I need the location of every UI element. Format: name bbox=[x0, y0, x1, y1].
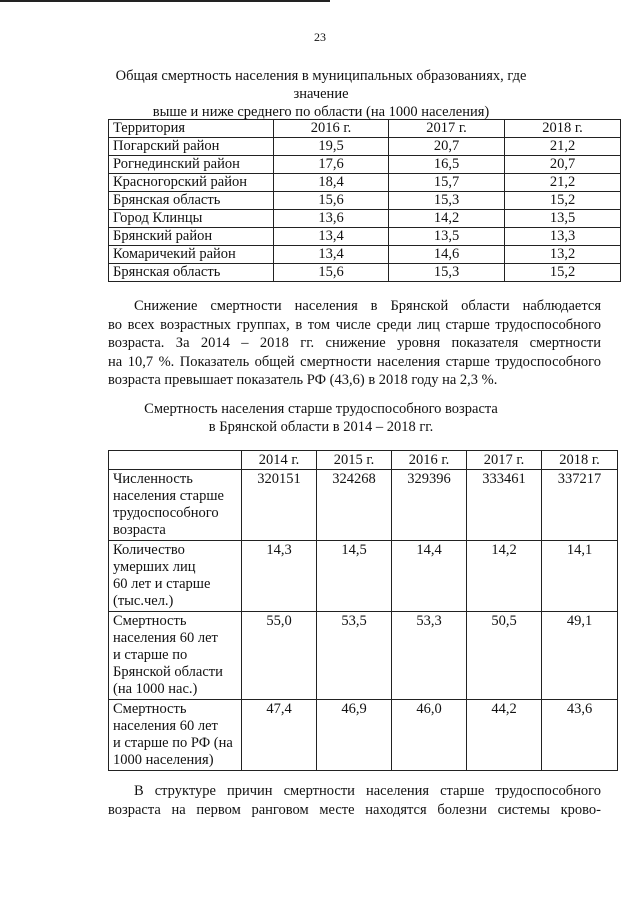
row-label-line: 1000 населения) bbox=[113, 752, 214, 768]
row-label-line: Численность bbox=[113, 471, 193, 487]
value-cell: 20,7 bbox=[505, 156, 621, 174]
value-cell: 14,2 bbox=[467, 541, 542, 612]
value-cell: 53,5 bbox=[317, 612, 392, 700]
paragraph-line: Снижение смертности населения в Брянской области наблюдается bbox=[134, 298, 601, 314]
value-cell: 21,2 bbox=[505, 138, 621, 156]
territory-cell: Брянский район bbox=[109, 228, 274, 246]
header-2017: 2017 г. bbox=[389, 120, 505, 138]
row-label-line: населения старше bbox=[113, 488, 224, 504]
value-cell: 15,2 bbox=[505, 264, 621, 282]
header-2018: 2018 г. bbox=[505, 120, 621, 138]
value-cell: 320151 bbox=[242, 470, 317, 541]
table-row bbox=[109, 156, 621, 174]
value-cell: 14,1 bbox=[542, 541, 618, 612]
row-label bbox=[109, 541, 242, 612]
table2-title bbox=[95, 400, 547, 436]
value-cell: 44,2 bbox=[467, 700, 542, 771]
row-label bbox=[109, 470, 242, 541]
row-label-line: 60 лет и старше bbox=[113, 576, 211, 592]
top-rule bbox=[0, 0, 330, 2]
table1-header-row bbox=[109, 120, 621, 138]
header-2017: 2017 г. bbox=[467, 451, 542, 470]
territory-cell: Город Клинцы bbox=[109, 210, 274, 228]
value-cell: 21,2 bbox=[505, 174, 621, 192]
row-label-line: населения 60 лет bbox=[113, 718, 218, 734]
row-label-line: возраста bbox=[113, 522, 166, 538]
value-cell: 50,5 bbox=[467, 612, 542, 700]
value-cell: 13,3 bbox=[505, 228, 621, 246]
table2-title-line: в Брянской области в 2014 – 2018 гг. bbox=[208, 419, 434, 435]
value-cell: 333461 bbox=[467, 470, 542, 541]
header-territory: Территория bbox=[109, 120, 274, 138]
value-cell: 17,6 bbox=[274, 156, 389, 174]
paragraph-line: во всех возрастных группах, в том числе среди лиц старше трудоспособного bbox=[108, 316, 601, 333]
row-label-line: Смертность bbox=[113, 613, 187, 629]
table-row bbox=[109, 264, 621, 282]
row-label-line: Количество bbox=[113, 542, 185, 558]
value-cell: 49,1 bbox=[542, 612, 618, 700]
row-label-line: и старше по РФ (на bbox=[113, 735, 233, 751]
row-label-line: умерших лиц bbox=[113, 559, 196, 575]
paragraph-line: возраста превышает показатель РФ (43,6) в 2018 году на 2,3 %. bbox=[108, 372, 498, 388]
row-label bbox=[109, 700, 242, 771]
body-paragraph bbox=[108, 297, 601, 390]
row-label-line: (на 1000 нас.) bbox=[113, 681, 198, 697]
value-cell: 13,4 bbox=[274, 246, 389, 264]
header-empty bbox=[109, 451, 242, 470]
header-2016: 2016 г. bbox=[392, 451, 467, 470]
value-cell: 14,5 bbox=[317, 541, 392, 612]
territory-cell: Комаричекий район bbox=[109, 246, 274, 264]
table1-title bbox=[95, 67, 547, 121]
value-cell: 13,4 bbox=[274, 228, 389, 246]
value-cell: 15,3 bbox=[389, 192, 505, 210]
paragraph-line: возраста на первом ранговом месте находятся болезни системы крово- bbox=[108, 801, 601, 818]
value-cell: 46,9 bbox=[317, 700, 392, 771]
value-cell: 20,7 bbox=[389, 138, 505, 156]
value-cell: 337217 bbox=[542, 470, 618, 541]
value-cell: 43,6 bbox=[542, 700, 618, 771]
paragraph-line: возраста. За 2014 – 2018 гг. снижение уровня показателя смертности bbox=[108, 335, 601, 351]
header-2018: 2018 г. bbox=[542, 451, 618, 470]
value-cell: 14,2 bbox=[389, 210, 505, 228]
value-cell: 46,0 bbox=[392, 700, 467, 771]
value-cell: 14,4 bbox=[392, 541, 467, 612]
row-label-line: Брянской области bbox=[113, 664, 223, 680]
territory-cell: Рогнединский район bbox=[109, 156, 274, 174]
row-label-line: трудоспособного bbox=[113, 505, 219, 521]
value-cell: 15,6 bbox=[274, 264, 389, 282]
header-2014: 2014 г. bbox=[242, 451, 317, 470]
table2-title-line: Смертность населения старше трудоспособного возраста bbox=[144, 401, 498, 417]
value-cell: 47,4 bbox=[242, 700, 317, 771]
body-paragraph-2 bbox=[108, 782, 601, 819]
value-cell: 53,3 bbox=[392, 612, 467, 700]
value-cell: 14,3 bbox=[242, 541, 317, 612]
row-label bbox=[109, 612, 242, 700]
value-cell: 13,2 bbox=[505, 246, 621, 264]
value-cell: 324268 bbox=[317, 470, 392, 541]
table-row bbox=[109, 138, 621, 156]
mortality-by-municipality-table bbox=[108, 119, 621, 282]
row-label-line: Смертность bbox=[113, 701, 187, 717]
table1-title-line: выше и ниже среднего по области (на 1000 населения) bbox=[152, 104, 490, 120]
value-cell: 15,3 bbox=[389, 264, 505, 282]
value-cell: 16,5 bbox=[389, 156, 505, 174]
page-number: 23 bbox=[314, 30, 326, 44]
row-label-line: и старше по bbox=[113, 647, 188, 663]
table-row bbox=[109, 246, 621, 264]
value-cell: 13,5 bbox=[505, 210, 621, 228]
table2-header-row bbox=[109, 451, 618, 470]
territory-cell: Брянская область bbox=[109, 192, 274, 210]
table-row bbox=[109, 228, 621, 246]
value-cell: 19,5 bbox=[274, 138, 389, 156]
header-2016: 2016 г. bbox=[274, 120, 389, 138]
territory-cell: Погарский район bbox=[109, 138, 274, 156]
row-label-line: населения 60 лет bbox=[113, 630, 218, 646]
paragraph-line: В структуре причин смертности населения старше трудоспособного bbox=[134, 783, 601, 799]
table-row bbox=[109, 210, 621, 228]
value-cell: 15,6 bbox=[274, 192, 389, 210]
table-row bbox=[109, 192, 621, 210]
table-row bbox=[109, 612, 618, 700]
value-cell: 13,6 bbox=[274, 210, 389, 228]
table-row bbox=[109, 700, 618, 771]
row-label-line: (тыс.чел.) bbox=[113, 593, 174, 609]
value-cell: 15,7 bbox=[389, 174, 505, 192]
value-cell: 15,2 bbox=[505, 192, 621, 210]
header-2015: 2015 г. bbox=[317, 451, 392, 470]
territory-cell: Красногорский район bbox=[109, 174, 274, 192]
value-cell: 14,6 bbox=[389, 246, 505, 264]
territory-cell: Брянская область bbox=[109, 264, 274, 282]
table1-title-line: Общая смертность населения в муниципальных образованиях, где значение bbox=[115, 68, 527, 102]
value-cell: 13,5 bbox=[389, 228, 505, 246]
table-row bbox=[109, 470, 618, 541]
elderly-mortality-table bbox=[108, 450, 618, 771]
table-row bbox=[109, 541, 618, 612]
paragraph-line: на 10,7 %. Показатель общей смертности населения старше трудоспособного bbox=[108, 353, 601, 370]
value-cell: 329396 bbox=[392, 470, 467, 541]
value-cell: 18,4 bbox=[274, 174, 389, 192]
table-row bbox=[109, 174, 621, 192]
value-cell: 55,0 bbox=[242, 612, 317, 700]
